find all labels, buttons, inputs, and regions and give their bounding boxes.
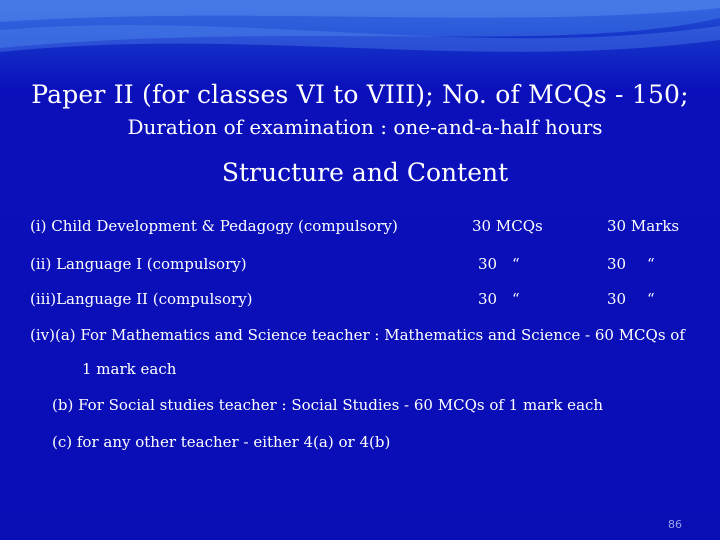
row-label: (iii)Language II (compulsory) — [30, 290, 253, 308]
page-number: 86 — [668, 518, 682, 531]
row-marks-ditto: “ — [647, 290, 655, 308]
note-iv-c: (c) for any other teacher - either 4(a) or 4(b) — [52, 433, 391, 451]
title-line-2: Duration of examination : one-and-a-half hours — [127, 115, 603, 139]
row-mcqs: 30 — [478, 290, 498, 308]
row-mcqs-ditto: “ — [512, 290, 520, 308]
row-mcqs-ditto: “ — [512, 255, 520, 273]
table-row — [30, 290, 710, 312]
table-row — [30, 255, 710, 277]
table-row — [30, 217, 710, 239]
note-iv-b: (b) For Social studies teacher : Social Studies - 60 MCQs of 1 mark each — [52, 396, 604, 414]
row-mcqs: 30 — [478, 255, 498, 273]
row-mcqs: 30 MCQs — [472, 217, 543, 235]
row-marks: 30 Marks — [607, 217, 680, 235]
row-marks: 30 — [607, 290, 627, 308]
section-heading: Structure and Content — [221, 158, 509, 187]
row-marks-ditto: “ — [647, 255, 655, 273]
title-line-1: Paper II (for classes VI to VIII); No. of MCQs - 150; — [31, 80, 689, 109]
row-label: (ii) Language I (compulsory) — [30, 255, 247, 273]
note-iv-a-line-2: 1 mark each — [82, 360, 177, 378]
note-iv-a-line-1: (iv)(a) For Mathematics and Science teacher : Mathematics and Science - 60 MCQs of — [30, 326, 685, 344]
row-marks: 30 — [607, 255, 627, 273]
row-label: (i) Child Development & Pedagogy (compulsory) — [30, 217, 398, 235]
